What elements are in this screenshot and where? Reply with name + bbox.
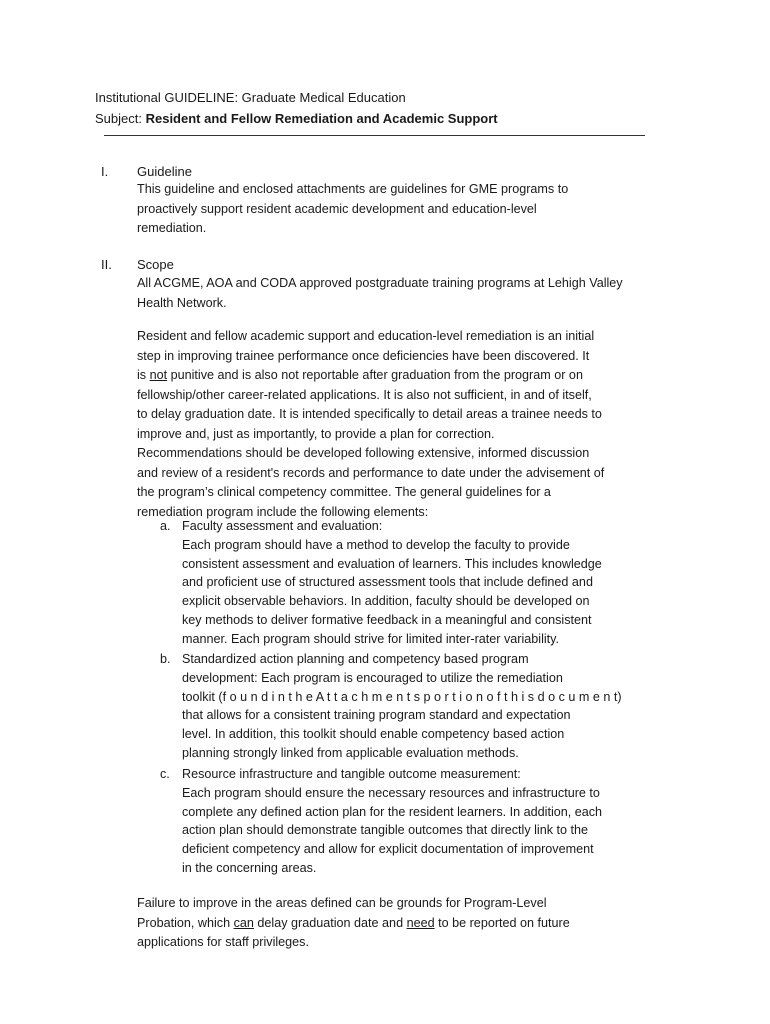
closing-paragraph: [137, 894, 570, 953]
subject-title: Resident and Fellow Remediation and Academic Support: [145, 111, 498, 126]
body-line: improve and, just as importantly, to provide a plan for correction.: [137, 426, 495, 441]
text-run: is: [137, 368, 150, 382]
list-line: development: Each program is encouraged to utilize the remediation: [182, 670, 563, 685]
body-line: the program’s clinical competency committee. The general guidelines for a: [137, 485, 551, 499]
body-line: applications for staff privileges.: [137, 935, 309, 949]
body-line: fellowship/other career-related applications. It is also not sufficient, in and of itself,: [137, 387, 592, 402]
list-item: [182, 765, 602, 878]
body-line: proactively support resident academic development and education-level: [137, 201, 537, 216]
body-line: All ACGME, AOA and CODA approved postgraduate training programs at Lehigh Valley: [137, 276, 623, 290]
body-line: Failure to improve in the areas defined can be grounds for Program-Level: [137, 896, 547, 910]
list-line: action plan should demonstrate tangible outcomes that directly link to the: [182, 823, 589, 838]
section-number: II.: [101, 257, 112, 272]
body-line: to delay graduation date. It is intended specifically to detail areas a trainee needs to: [137, 407, 602, 421]
underlined-text: can: [233, 915, 254, 930]
underlined-text: need: [406, 915, 435, 930]
list-line: toolkit (f o u n d i n t h e A t t a c h m e n t s p o r t i o n o f t h i s d o c u m e n t): [182, 689, 622, 704]
section-body: [137, 180, 568, 239]
body-line: remediation.: [137, 221, 207, 235]
list-letter: a.: [160, 519, 171, 533]
section-heading: Guideline: [137, 164, 192, 179]
body-line: remediation program include the following elements:: [137, 504, 429, 519]
list-line: in the concerning areas.: [182, 860, 317, 875]
body-line: [137, 366, 604, 386]
list-line: and proficient use of structured assessment tools that include defined and: [182, 575, 593, 590]
section-body: [137, 274, 623, 313]
list-item: [182, 650, 622, 763]
body-line: and review of a resident's records and performance to date under the advisement of: [137, 465, 605, 480]
body-line: Resident and fellow academic support and education-level remediation is an initial: [137, 329, 595, 343]
list-line: deficient competency and allow for explicit documentation of improvement: [182, 842, 594, 857]
subject-label: Subject:: [95, 111, 146, 126]
subject-line: [95, 111, 498, 126]
list-line: complete any defined action plan for the resident learners. In addition, each: [182, 804, 603, 819]
list-line: planning strongly linked from applicable evaluation methods.: [182, 745, 519, 760]
text-run: delay graduation date and: [253, 915, 407, 930]
body-line: [137, 914, 570, 934]
list-line: Faculty assessment and evaluation:: [182, 519, 383, 533]
text-run: Probation, which: [137, 915, 234, 930]
list-line: Each program should ensure the necessary resources and infrastructure to: [182, 785, 600, 800]
list-item: [182, 517, 602, 649]
section-number: I.: [101, 164, 109, 179]
list-line: Standardized action planning and competency based program: [182, 652, 529, 666]
list-line: Each program should have a method to develop the faculty to provide: [182, 537, 570, 552]
list-line: manner. Each program should strive for limited inter-rater variability.: [182, 631, 560, 646]
institutional-guideline-line: Institutional GUIDELINE: Graduate Medical Education: [95, 90, 406, 105]
list-line: level. In addition, this toolkit should enable competency based action: [182, 727, 565, 742]
body-line: This guideline and enclosed attachments are guidelines for GME programs to: [137, 182, 569, 196]
list-line: consistent assessment and evaluation of learners. This includes knowledge: [182, 556, 602, 571]
body-line: Recommendations should be developed following extensive, informed discussion: [137, 446, 590, 460]
section-heading: Scope: [137, 257, 174, 272]
list-letter: c.: [160, 767, 170, 781]
text-run: punitive and is also not reportable after graduation from the program or on: [167, 368, 583, 382]
underlined-text: not: [149, 368, 168, 382]
list-line: Resource infrastructure and tangible outcome measurement:: [182, 767, 521, 781]
body-line: step in improving trainee performance once deficiencies have been discovered. It: [137, 348, 590, 363]
list-line: explicit observable behaviors. In addition, faculty should be developed on: [182, 594, 590, 609]
body-line: Health Network.: [137, 295, 227, 310]
scope-paragraph: [137, 327, 604, 522]
list-letter: b.: [160, 652, 171, 666]
text-run: to be reported on future: [434, 915, 570, 930]
list-line: that allows for a consistent training program standard and expectation: [182, 708, 571, 723]
header-divider: [104, 135, 645, 136]
list-line: key methods to deliver formative feedback in a meaningful and consistent: [182, 612, 592, 627]
